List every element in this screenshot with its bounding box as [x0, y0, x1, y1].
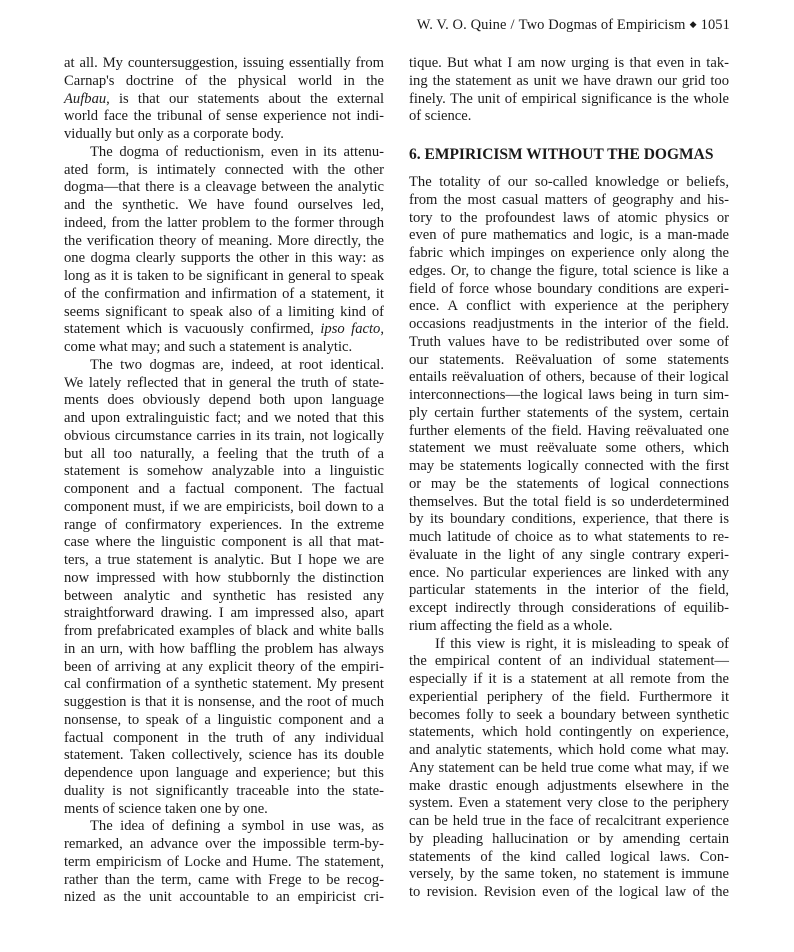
left-column — [64, 55, 384, 907]
text-line: finely. The unit of empirical significance is the whole — [409, 90, 729, 107]
text-line: at all. My countersuggestion, issuing essentially from — [64, 55, 384, 71]
text-line: If this view is right, it is misleading to speak of — [435, 635, 729, 652]
text-line: interconnections—the logical laws being in turn sim- — [409, 387, 729, 403]
text-line: Any statement can be held true come what may, if we — [409, 759, 729, 776]
text-line: nized as the unit accountable to an empiricist cri- — [64, 889, 384, 906]
text-line: ply certain further statements of the system, certain — [409, 404, 729, 421]
text-line: to revision. Revision even of the logical law of the — [409, 884, 729, 900]
text-line: ence. A conflict with experience at the periphery — [409, 298, 729, 315]
text-line: statement is somehow analyzable into a linguistic — [64, 463, 384, 480]
text-line: field of force whose boundary conditions are experi- — [409, 280, 729, 297]
text-line: straightforward drawing. I am impressed also, apart — [64, 605, 384, 622]
text-line: long as it is taken to be significant in general to speak — [64, 268, 384, 284]
text-line: vidually but only as a corporate body. — [64, 126, 284, 142]
text-line: ated form, is intimately connected with the other — [64, 161, 384, 178]
running-header — [417, 17, 730, 34]
section-heading: 6. EMPIRICISM WITHOUT THE DOGMAS — [409, 146, 714, 163]
text-line: even of pure mathematics and logic, is a man-made — [409, 227, 729, 244]
text-line: factual component in the truth of any individual — [64, 729, 384, 746]
text-line-aufbau — [64, 91, 384, 109]
text-line: obvious circumstance carries in its train, not logically — [64, 427, 384, 444]
text-line: remarked, an advance over the impossible term-by- — [64, 836, 384, 852]
text-line: case where the linguistic component is all that mat- — [64, 534, 384, 551]
text-line: suggestion is that it is nonsense, and the root of much — [64, 694, 384, 710]
text-line: experiential periphery of the field. Furthermore it — [409, 688, 729, 705]
text-line: The idea of defining a symbol in use was, as — [90, 818, 384, 835]
text-line: versely, by the same token, no statement is immune — [409, 866, 729, 883]
text-line: rather than the term, came with Frege to be recog- — [64, 871, 384, 888]
text-line: The totality of our so-called knowledge or beliefs, — [409, 174, 729, 190]
header-author: W. V. O. Quine — [416, 17, 507, 33]
text-line: by pleading hallucination or by amending certain — [409, 830, 729, 847]
text-line: seems significant to speak also of a limiting kind of — [64, 303, 384, 320]
text-line: duality is not significantly traceable into the state- — [64, 782, 384, 799]
text-line: statement we must reëvaluate some others, which — [409, 440, 729, 457]
text-line-ipso-facto: statement which is vacuously confirmed, ipso facto, — [64, 321, 384, 338]
text-line: ence. No particular experiences are linked with any — [409, 564, 729, 581]
text-line: ing the statement as unit we have drawn our grid too — [409, 72, 729, 89]
text-line: the empirical content of an individual statement— — [409, 653, 729, 670]
text-line: fabric which impinges on experience only along the — [409, 245, 729, 261]
text-line: and the synthetic. We have found ourselves led, — [64, 197, 384, 213]
italic-ipso-facto: ipso facto — [320, 321, 381, 338]
text-line: component and a factual component. The factual — [64, 481, 384, 497]
text-line: statements, which hold contingently on experience, — [409, 724, 729, 741]
text-line: tique. But what I am now urging is that even in tak- — [409, 55, 729, 71]
text-line: of the confirmation and infirmation of a statement, it — [64, 285, 384, 302]
diamond-icon: ◆ — [689, 19, 697, 29]
text-line: statements of the kind called logical laws. Con- — [409, 848, 729, 865]
italic-aufbau: Aufbau — [64, 90, 107, 107]
page-number: 1051 — [700, 17, 730, 33]
text-line: system. Even a statement very close to the periphery — [409, 795, 729, 812]
text-line: becomes folly to seek a boundary between synthetic — [409, 706, 729, 723]
text-line: dependence upon language and experience; but this — [64, 765, 384, 781]
text-line: or may be the statements of logical connections — [409, 475, 729, 492]
right-column — [409, 55, 729, 902]
text-line: especially if it is a statement at all remote from the — [409, 671, 729, 687]
text-line: ëvaluate in the light of any single contrary experi- — [409, 546, 729, 563]
text-line: except indirectly through considerations of equilib- — [409, 600, 729, 616]
header-title: Two Dogmas of Empiricism — [518, 17, 686, 33]
text-line: one dogma clearly supports the other in this way: as — [64, 250, 384, 267]
text-line: nonsense, to speak of a linguistic component and a — [64, 711, 384, 728]
text-line: cal confirmation of a synthetic statement. My present — [64, 676, 384, 693]
text-line: the verification theory of meaning. More directly, the — [64, 232, 384, 249]
text-line: now impressed with how stubbornly the distinction — [64, 569, 384, 586]
text-line: entails reëvaluation of others, because of their logical — [409, 369, 729, 386]
text-line: tory to the profoundest laws of atomic physics or — [409, 209, 729, 226]
text-line: We lately reflected that in general the truth of state- — [64, 374, 384, 391]
text-line: and upon extralinguistic fact; and we noted that this — [64, 410, 384, 426]
text-line: occasions readjustments in the interior of the field. — [409, 316, 729, 332]
text-line: make drastic enough adjustments elsewhere in the — [409, 777, 729, 794]
header-separator: / — [510, 17, 515, 33]
text-line: world face the tribunal of sense experience not indi- — [64, 108, 384, 125]
text-line: component must, if we are empiricists, boil down to a — [64, 498, 384, 515]
text-line: between analytic and synthetic has resisted any — [64, 587, 384, 604]
text-line: The two dogmas are, indeed, at root identical. — [90, 356, 384, 373]
text-line: ters, a true statement is analytic. But I hope we are — [64, 552, 384, 568]
text-line: by its boundary conditions, experience, that there is — [409, 511, 729, 528]
text-line: from the most casual matters of geography and his- — [409, 191, 729, 208]
text-line: statement. Taken collectively, science has its double — [64, 747, 384, 764]
text-line: indeed, from the latter problem to the former through — [64, 214, 384, 231]
text-line: Truth values have to be redistributed over some of — [409, 333, 729, 350]
text-line: ments does obviously depend both upon language — [64, 392, 384, 409]
text-line: from prefabricated examples of black and white balls — [64, 623, 384, 639]
text-line: themselves. But the total field is so underdetermined — [409, 493, 729, 510]
text-line: rium affecting the field as a whole. — [409, 617, 613, 634]
text-line: The dogma of reductionism, even in its attenu- — [90, 143, 384, 160]
text-line: edges. Or, to change the figure, total science is like a — [409, 262, 729, 279]
text-line: come what may; and such a statement is analytic. — [64, 339, 353, 355]
text-line: of science. — [409, 108, 472, 125]
text-line: further elements of the field. Having reëvaluated one — [409, 422, 729, 439]
text-line: and analytic statements, which hold come what may. — [409, 742, 729, 758]
text-line: in an urn, with how baffling the problem has always — [64, 640, 384, 657]
text-line: our statements. Reëvaluation of some statements — [409, 351, 729, 368]
text-line: been of arriving at any explicit theory of the empiri- — [64, 658, 384, 675]
text-line: Carnap's doctrine of the physical world in the — [64, 72, 384, 89]
text-line: can be held true in the face of recalcitrant experience — [409, 813, 729, 829]
text-line: ments of science taken one by one. — [64, 800, 268, 817]
text-line: much latitude of choice as to what statements to re- — [409, 529, 729, 545]
aufbau-rest: , is that our statements about the external — [106, 90, 384, 107]
text-line: dogma—that there is a cleavage between the analytic — [64, 179, 384, 196]
text-line: particular statements in the interior of the field, — [409, 582, 729, 599]
text-line: but all too naturally, a feeling that the truth of a — [64, 445, 384, 462]
text-line: term empiricism of Locke and Hume. The statement, — [64, 853, 384, 870]
text-line: range of confirmatory experiences. In the extreme — [64, 516, 384, 533]
text-line: may be statements logically connected with the first — [409, 458, 729, 474]
